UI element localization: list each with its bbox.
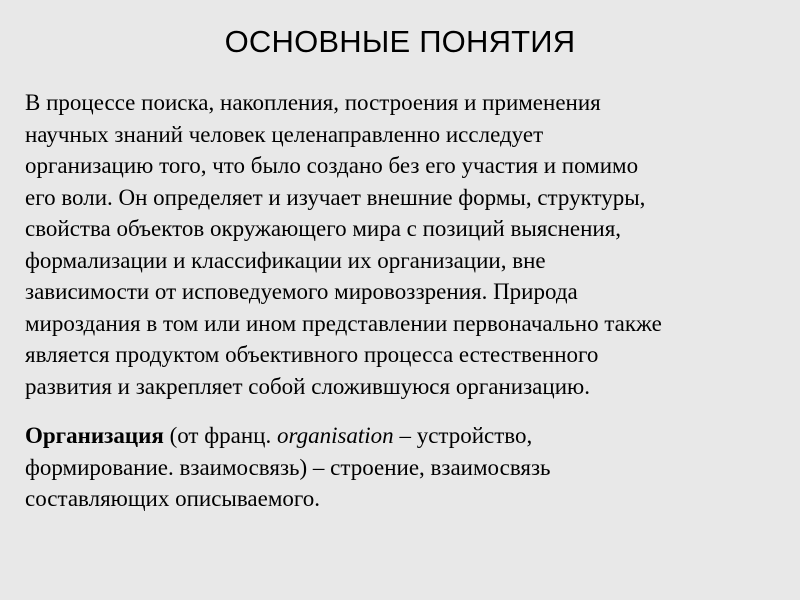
definition-line [25, 420, 780, 452]
paragraph-line: его воли. Он определяет и изучает внешние формы, структуры, [25, 184, 646, 210]
paragraph-line: В процессе поиска, накопления, построения и применения [25, 90, 601, 115]
paragraph-line: мироздания в том или ином представлении первоначально также [25, 310, 662, 336]
defined-term: Организация [25, 423, 164, 448]
foreign-word: organisation [276, 423, 394, 448]
definition-paragraph [25, 420, 780, 515]
paragraph-line: развития и закрепляет собой сложившуюся организацию. [25, 373, 590, 399]
paragraph-line: является продуктом объективного процесса естественного [25, 342, 599, 367]
paragraph-line: формализации и классификации их организации, вне [25, 247, 546, 273]
definition-line: формирование. взаимосвязь) – строение, взаимосвязь [25, 454, 551, 480]
definition-line: составляющих описываемого. [25, 486, 321, 511]
slide-title: ОСНОВНЫЕ ПОНЯТИЯ [224, 24, 576, 59]
paragraph-line: организацию того, что было создано без его участия и помимо [25, 153, 639, 178]
paragraph-line: свойства объектов окружающего мира с позиций выяснения, [25, 216, 622, 241]
definition-line1-tail: – устройство, [393, 423, 533, 448]
definition-open-paren: (от франц. [163, 423, 277, 448]
intro-paragraph [25, 87, 780, 402]
paragraph-line: зависимости от исповедуемого мировоззрения. Природа [25, 279, 578, 304]
paragraph-line: научных знаний человек целенаправленно исследует [25, 121, 544, 147]
